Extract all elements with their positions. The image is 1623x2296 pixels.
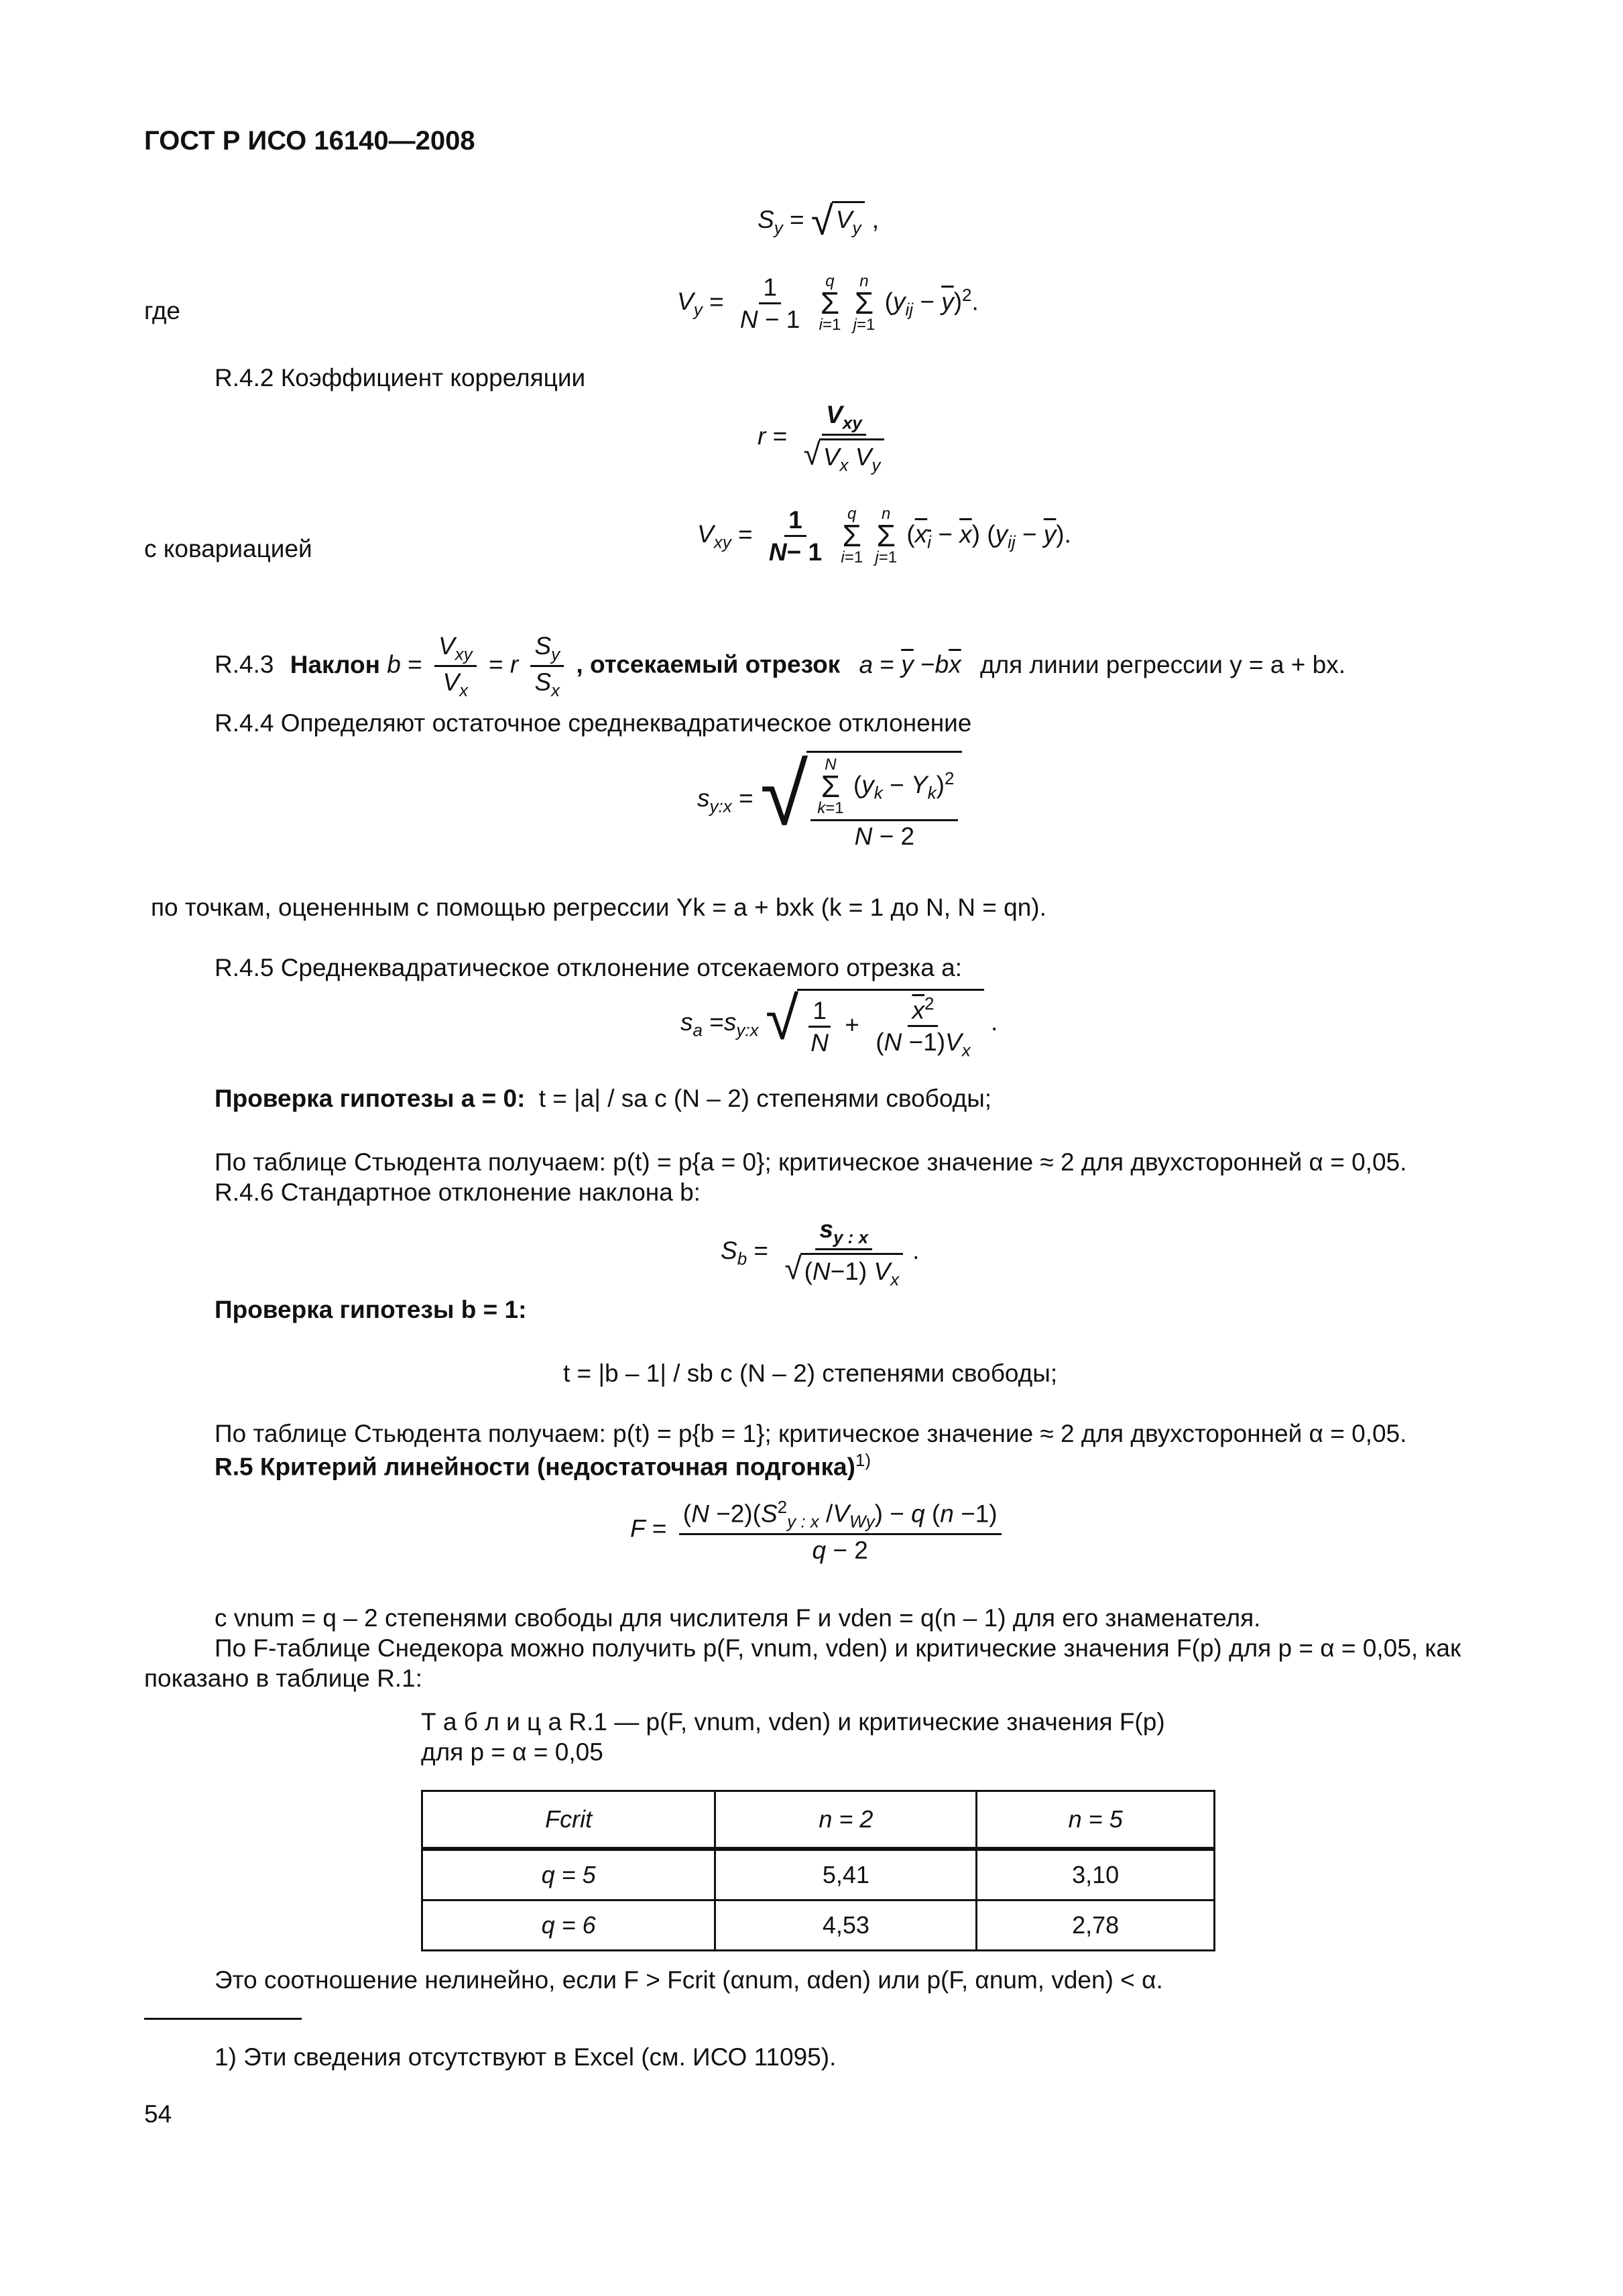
critical-values-table [421, 1790, 1215, 1951]
section-r45: R.4.5 Среднеквадратическое отклонение отсекаемого отрезка a: [215, 954, 963, 981]
table-header-cell: n = 2 [715, 1791, 977, 1850]
table-caption-1: Т а б л и ц а R.1 — p(F, vnum, vden) и критические значения F(p) [421, 1708, 1165, 1736]
table-row [422, 1900, 1215, 1951]
formula-sy: $S_y$ = √ $V_y$ , [758, 198, 880, 243]
table-cell: 2,78 [977, 1900, 1215, 1951]
r43-intercept-label: , отсекаемый отрезок [576, 650, 841, 678]
document-header: ГОСТ Р ИСО 16140—2008 [144, 126, 475, 156]
section-r42: R.4.2 Коэффициент корреляции [215, 364, 586, 391]
hypothesis-b-label: Проверка гипотезы b = 1: [215, 1296, 527, 1323]
ftable-paragraph-1: По F-таблице Снедекора можно получить p(F, vnum, vden) и критические значения F(p) для p = α = 0,05, как [215, 1634, 1461, 1662]
covariance-label: с ковариацией [144, 535, 312, 562]
r43-suffix: для линии регрессии y = a + bx. [979, 650, 1345, 678]
nonlinear-paragraph: Это соотношение нелинейно, если F > Fcrit (αnum, αden) или p(F, αnum, vden) < α. [215, 1966, 1163, 1994]
hypothesis-a-label: Проверка гипотезы a = 0: [215, 1085, 526, 1112]
table-row [422, 1849, 1215, 1900]
r43-slope-label: Наклон [290, 650, 380, 678]
section-r5 [215, 1451, 871, 1479]
hypothesis-b-text: t = |b – 1| / sb с (N – 2) степенями свободы; [563, 1360, 1058, 1387]
page-number: 54 [144, 2100, 172, 2128]
section-r46: R.4.6 Стандартное отклонение наклона b: [215, 1179, 701, 1206]
table-header-row [422, 1791, 1215, 1850]
where-label: где [144, 297, 181, 324]
table-header-cell: n = 5 [977, 1791, 1215, 1850]
section-r43: R.4.3 Наклон b = $\frac{V_{xy}}{V_x}$ = r $\frac{S_y}{S_x}$ , отсекаемый отрезок $a = \overline{y} -b\overline{x}$ для линии регрессии y = a + bx. [215, 632, 1345, 701]
table-header-cell: Fcrit [422, 1791, 715, 1850]
section-r44: R.4.4 Определяют остаточное среднеквадратическое отклонение [215, 709, 972, 737]
points-paragraph: по точкам, оцененным с помощью регрессии Yk = a + bxk (k = 1 до N, N = qn). [151, 894, 1046, 921]
hypothesis-a [215, 1086, 991, 1111]
table-cell: q = 6 [422, 1900, 715, 1951]
formula-syx: $s_{y:x}$ = √ N Σ k=1 $(y_k - Y_k)^2$ N − 2 [697, 751, 962, 849]
formula-vxy: $V_{xy}$ = $\frac{1}{N- 1}$ q Σ i=1 n Σ j=1 $(x_i - \overline{x}) (y_{ij} - \overline{y})$. [697, 505, 1071, 567]
formula-r: r = $V_{xy}$ √ $V_x$ $V_y$ [758, 402, 894, 474]
table-cell: 3,10 [977, 1849, 1215, 1900]
table-caption-2: для p = α = 0,05 [421, 1738, 603, 1766]
table-cell: 5,41 [715, 1849, 977, 1900]
section-r5-title: R.5 Критерий линейности (недостаточная подгонка) [215, 1453, 855, 1481]
r43-prefix: R.4.3 [215, 650, 274, 678]
ftable-paragraph-2: показано в таблице R.1: [144, 1665, 422, 1692]
vnum-paragraph: с vnum = q – 2 степенями свободы для числителя F и vden = q(n – 1) для его знаменателя. [215, 1604, 1261, 1632]
formula-vy: $V_y$ = $\frac{1}{N - 1}$ q Σ i=1 n Σ j=1 $(y_{ij} - \overline{y})^2$. [677, 272, 979, 335]
footnote-text: 1) Эти сведения отсутствуют в Excel (см. ИСО 11095). [215, 2043, 837, 2071]
footnote-mark: 1) [855, 1450, 871, 1470]
table-cell: q = 5 [422, 1849, 715, 1900]
footnote-divider [144, 2018, 302, 2020]
student-a-paragraph: По таблице Стьюдента получаем: p(t) = p{a = 0}; критическое значение ≈ 2 для двухсторонней α = 0,05. [215, 1148, 1407, 1176]
formula-sb: $S_b$ = $s_{y : x}$ √ (N−1) $V_x$ . [721, 1215, 920, 1290]
formula-F: F = $\frac{(N -2)(S^2_{y : x} /V_{Wy}) - q (n -1)}{q - 2}$ [630, 1498, 1007, 1563]
formula-sa: $s_a =s_{y:x}$ √ $\frac{1}{N}$ + $\frac{\overline{x}^2}{(N -1)V_x}$ . [680, 985, 998, 1061]
table-cell: 4,53 [715, 1900, 977, 1951]
hypothesis-a-text: t = |a| / sa с (N – 2) степенями свободы; [538, 1085, 992, 1112]
student-b-paragraph: По таблице Стьюдента получаем: p(t) = p{b = 1}; критическое значение ≈ 2 для двухсторонней α = 0,05. [215, 1420, 1407, 1447]
